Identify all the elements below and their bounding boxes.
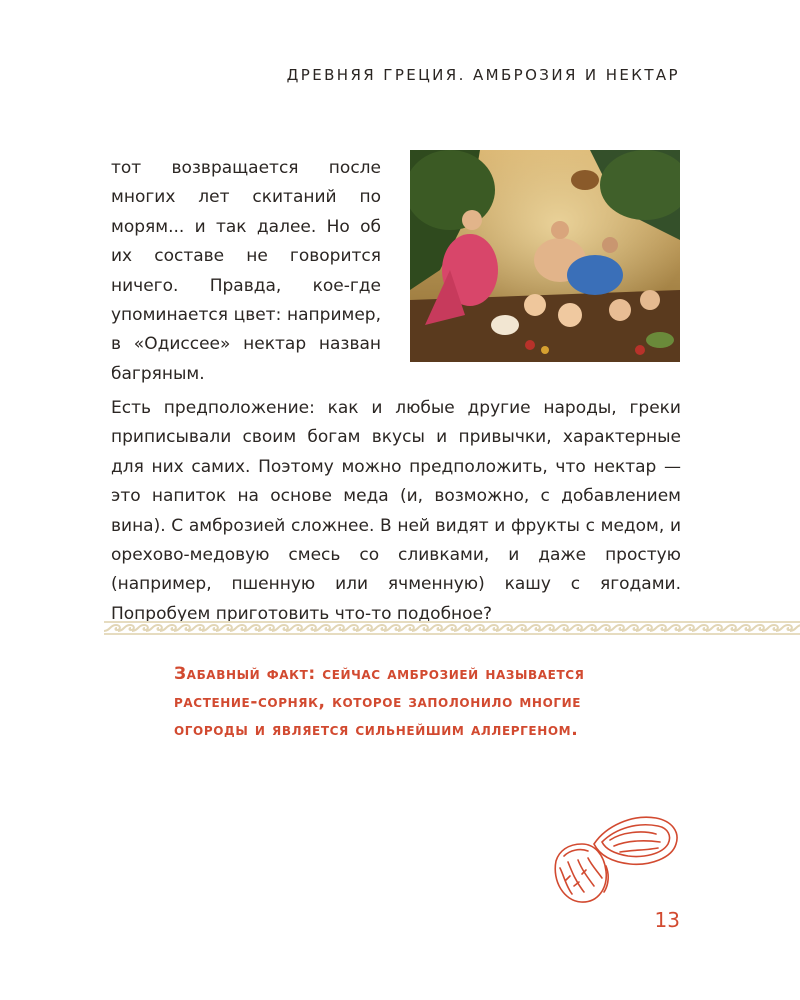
page-number: 13 — [654, 908, 680, 932]
fun-fact-line: Забавный факт: сейчас амброзией называется — [174, 664, 585, 684]
fun-fact-callout — [174, 660, 644, 744]
body-paragraph-full — [111, 394, 681, 629]
fun-fact-line: растение-сорняк, которое заполонило многие — [174, 692, 582, 712]
paragraph-text: тот возвращается после многих лет скитаний по морям... и так далее. Но об их составе не говорится ничего. Правда, кое-где упоминается цвет: например, в «Одиссее» нектар назван багряным. — [111, 158, 381, 384]
running-title: ДРЕВНЯЯ ГРЕЦИЯ. АМБРОЗИЯ И НЕКТАР — [286, 66, 680, 84]
paragraph-text: Есть предположение: как и любые другие народы, греки приписывали своим богам вкусы и привычки, характерные для них самих. Поэтому можно предположить, что нектар — это напиток на основе меда (и, возможно, с добавлением вина). С амброзией сложнее. В ней видят и фрукты с медом, и орехово-медовую смесь со сливками, и даже простую (например, пшенную или ячменную) кашу с ягодами. Попробуем приготовить что-то подобное? — [111, 398, 681, 624]
body-paragraph-wrapped — [111, 154, 381, 389]
fun-fact-line: огороды и является сильнейшим аллергеном. — [174, 720, 579, 740]
baroque-painting-image — [410, 150, 680, 362]
pistachio-illustration-icon — [546, 806, 686, 906]
greek-wave-ornament — [104, 620, 800, 636]
